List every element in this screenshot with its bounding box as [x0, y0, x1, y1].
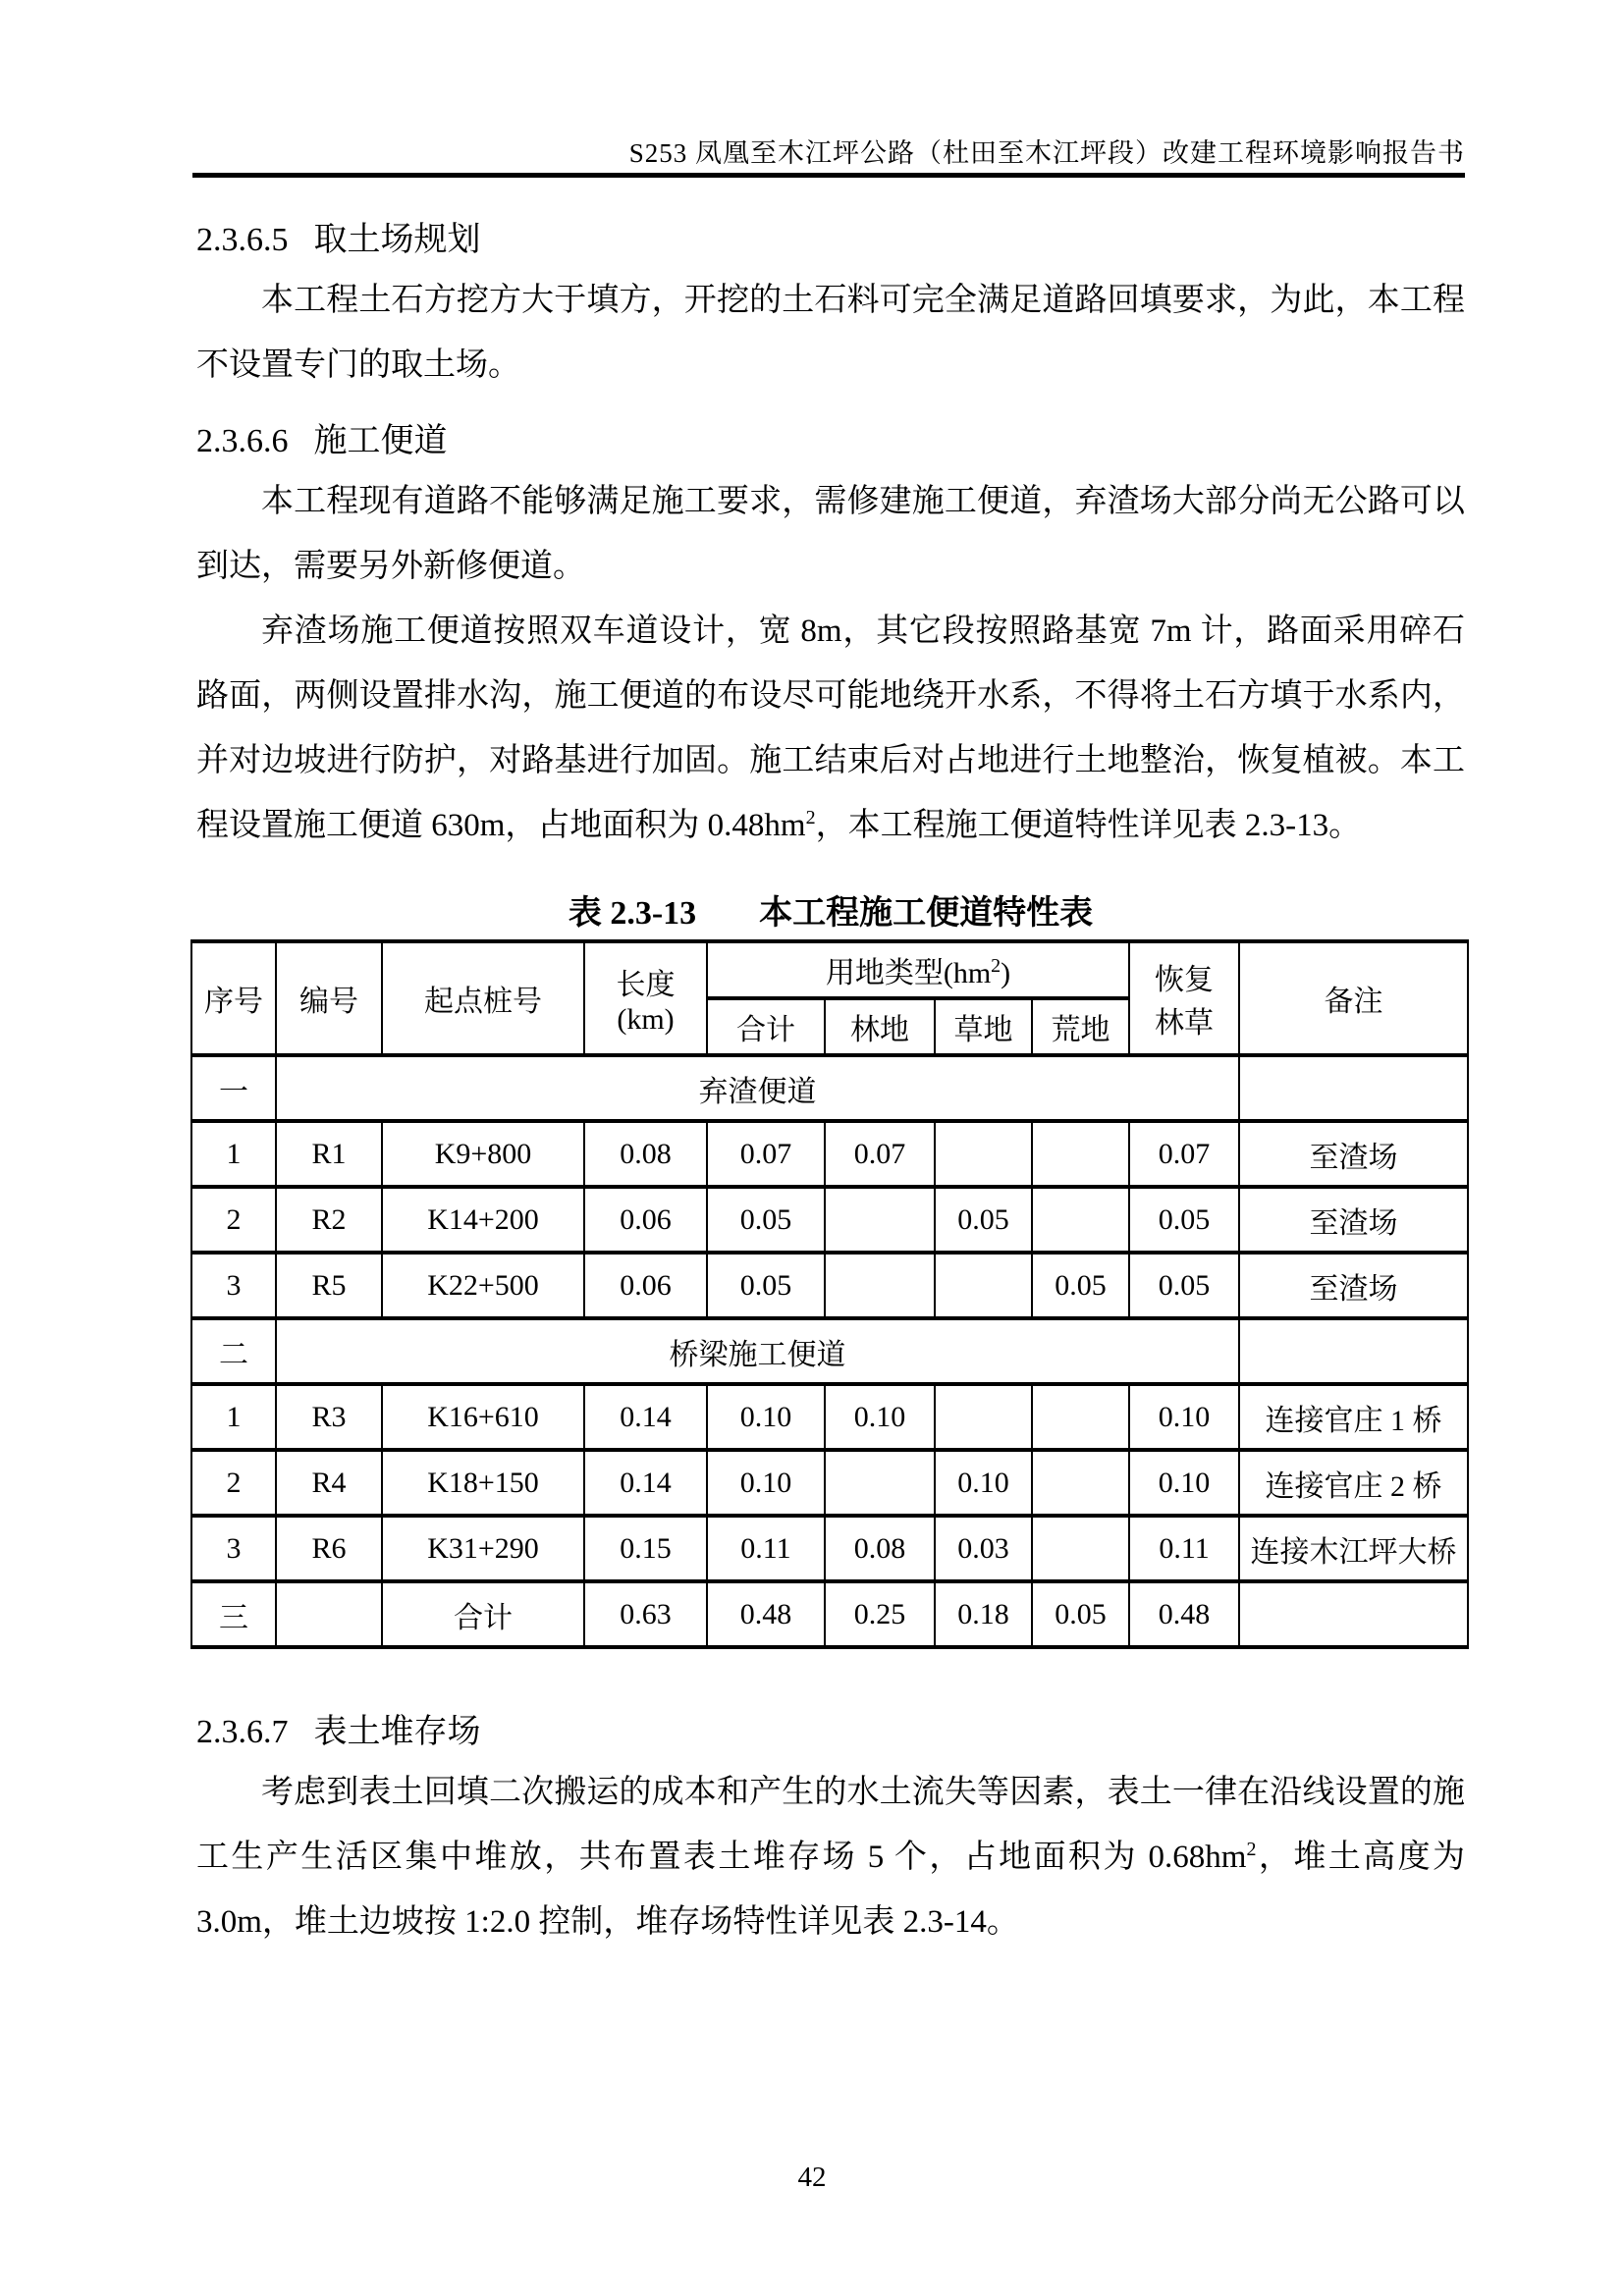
section-title: 施工便道	[313, 423, 448, 459]
table-cell: 0.10	[707, 1450, 825, 1516]
superscript-2: 2	[805, 807, 816, 828]
table-cell: 3	[191, 1516, 276, 1581]
section-title: 表土堆存场	[313, 1714, 481, 1750]
header-cell-seq: 序号	[191, 941, 276, 1055]
header-cell-forest: 林地	[825, 998, 935, 1055]
table-cell: 0.05	[1129, 1253, 1239, 1318]
table-cell: 0.03	[935, 1516, 1032, 1581]
table-cell	[825, 1187, 935, 1253]
landuse-close: )	[1001, 957, 1011, 989]
table-cell: 1	[191, 1121, 276, 1187]
table-cell: 二	[191, 1318, 276, 1384]
table-cell: R5	[276, 1253, 382, 1318]
header-cell-restore	[1129, 941, 1239, 1055]
paragraph-text: 考虑到表土回填二次搬运的成本和产生的水土流失等因素，表土一律在沿线设置的施工生产生活区集中堆放，共布置表土堆存场 5 个，占地面积为 0.68hm	[196, 1775, 1465, 1875]
table-cell: 0.05	[935, 1187, 1032, 1253]
header-cell-grass: 草地	[935, 998, 1032, 1055]
header-cell-barren: 荒地	[1032, 998, 1129, 1055]
table-cell: 0.11	[1129, 1516, 1239, 1581]
table-cell: 0.07	[1129, 1121, 1239, 1187]
section-number: 2.3.6.7	[196, 1714, 289, 1750]
table-caption-label: 表 2.3-13	[568, 895, 697, 932]
superscript-2: 2	[1246, 1839, 1257, 1860]
header-length-line2: (km)	[617, 1003, 675, 1036]
paragraph-text: ，堆土高度为 3.0m，堆土边坡按 1:2.0 控制，堆存场特性详见表 2.3-14。	[196, 1840, 1466, 1940]
section-heading-2-3-6-7	[196, 1704, 1465, 1752]
table-cell: 连接官庄 1 桥	[1239, 1384, 1468, 1450]
table-cell: 三	[191, 1581, 276, 1647]
table-cell: 连接木江坪大桥	[1239, 1516, 1468, 1581]
section-number: 2.3.6.6	[196, 423, 289, 459]
section-heading-2-3-6-6	[196, 413, 1465, 461]
table-cell: K9+800	[382, 1121, 584, 1187]
table-cell	[1239, 1581, 1468, 1647]
table-cell	[935, 1384, 1032, 1450]
table-cell: 1	[191, 1384, 276, 1450]
table-row	[191, 1121, 1468, 1187]
table-cell: 0.05	[1032, 1581, 1129, 1647]
table-cell: 3	[191, 1253, 276, 1318]
table-cell: 至渣场	[1239, 1121, 1468, 1187]
table-cell: 0.25	[825, 1581, 935, 1647]
table-row	[191, 1384, 1468, 1450]
header-restore-line2: 林草	[1155, 1007, 1215, 1040]
header-cell-id: 编号	[276, 941, 382, 1055]
table-cell: 0.10	[935, 1450, 1032, 1516]
table-cell: 合计	[382, 1581, 584, 1647]
table-cell: R6	[276, 1516, 382, 1581]
table-cell: 至渣场	[1239, 1187, 1468, 1253]
table-cell: K14+200	[382, 1187, 584, 1253]
table-cell: R3	[276, 1384, 382, 1450]
table-cell	[1239, 1318, 1468, 1384]
table-cell	[1032, 1384, 1129, 1450]
landuse-label: 用地类型(hm	[825, 957, 992, 989]
header-length-line1: 长度	[616, 969, 676, 1001]
running-header: S253 凤凰至木江坪公路（杜田至木江坪段）改建工程环境影响报告书	[628, 138, 1465, 168]
section-row-waste	[191, 1055, 1468, 1121]
table-cell: 0.18	[935, 1581, 1032, 1647]
table-cell: K18+150	[382, 1450, 584, 1516]
header-cell-length	[584, 941, 707, 1055]
table-cell: 0.05	[1032, 1253, 1129, 1318]
table-cell: K16+610	[382, 1384, 584, 1450]
table-cell: 0.63	[584, 1581, 707, 1647]
table-cell	[1032, 1450, 1129, 1516]
table-cell: 连接官庄 2 桥	[1239, 1450, 1468, 1516]
table-cell: 0.10	[1129, 1384, 1239, 1450]
table-cell	[825, 1450, 935, 1516]
table-cell: R2	[276, 1187, 382, 1253]
section-label: 桥梁施工便道	[276, 1318, 1239, 1384]
table-cell: 0.05	[707, 1187, 825, 1253]
table-cell: 0.10	[1129, 1450, 1239, 1516]
table-cell: 2	[191, 1450, 276, 1516]
construction-road-table	[190, 939, 1469, 1649]
main-content	[196, 196, 1465, 1954]
table-cell: 0.06	[584, 1253, 707, 1318]
superscript-2: 2	[991, 955, 1001, 977]
table-cell: 0.05	[1129, 1187, 1239, 1253]
table-header-row-1	[191, 941, 1468, 998]
table-cell: 0.48	[1129, 1581, 1239, 1647]
paragraph-access-road-design	[196, 599, 1465, 858]
table-cell: 0.11	[707, 1516, 825, 1581]
section-title: 取土场规划	[313, 222, 481, 258]
table-caption-title: 本工程施工便道特性表	[759, 895, 1094, 932]
section-label: 弃渣便道	[276, 1055, 1239, 1121]
table-cell	[935, 1253, 1032, 1318]
table-cell: 一	[191, 1055, 276, 1121]
table-row	[191, 1516, 1468, 1581]
table-cell	[1032, 1516, 1129, 1581]
table-cell: 0.06	[584, 1187, 707, 1253]
header-cell-landuse	[707, 941, 1129, 998]
header-cell-subtotal: 合计	[707, 998, 825, 1055]
header-cell-note: 备注	[1239, 941, 1468, 1055]
table-cell: 0.15	[584, 1516, 707, 1581]
section-heading-2-3-6-5	[196, 212, 1465, 260]
table-cell: 0.07	[707, 1121, 825, 1187]
table-row	[191, 1450, 1468, 1516]
section-number: 2.3.6.5	[196, 222, 289, 258]
paragraph-borrow-pit: 本工程土石方挖方大于填方，开挖的土石料可完全满足道路回填要求，为此，本工程不设置专门的取土场。	[196, 283, 1465, 383]
table-cell: 至渣场	[1239, 1253, 1468, 1318]
table-cell: 0.08	[825, 1516, 935, 1581]
table-cell: R4	[276, 1450, 382, 1516]
table-cell	[825, 1253, 935, 1318]
table-cell	[935, 1121, 1032, 1187]
total-row	[191, 1581, 1468, 1647]
table-cell: R1	[276, 1121, 382, 1187]
table-cell: 0.14	[584, 1450, 707, 1516]
table-row	[191, 1253, 1468, 1318]
paragraph-access-road-need: 本工程现有道路不能够满足施工要求，需修建施工便道，弃渣场大部分尚无公路可以到达，需要另外新修便道。	[196, 484, 1465, 584]
section-row-bridge	[191, 1318, 1468, 1384]
table-cell: 0.14	[584, 1384, 707, 1450]
paragraph-topsoil-storage	[196, 1760, 1465, 1954]
table-cell	[1032, 1121, 1129, 1187]
header-cell-stake: 起点桩号	[382, 941, 584, 1055]
table-cell: 0.10	[707, 1384, 825, 1450]
table-cell: 0.48	[707, 1581, 825, 1647]
table-cell	[1239, 1055, 1468, 1121]
header-restore-line1: 恢复	[1155, 964, 1215, 996]
paragraph-text: 弃渣场施工便道按照双车道设计，宽 8m，其它段按照路基宽 7m 计，路面采用碎石路面，两侧设置排水沟，施工便道的布设尽可能地绕开水系，不得将土石方填于水系内，并对边坡进行防护，对路基进行加固。施工结束后对占地进行土地整治，恢复植被。本工程设置施工便道 630m，占地面积为 0.48hm	[196, 614, 1465, 843]
page-number: 42	[797, 2162, 827, 2193]
header-rule	[192, 173, 1465, 178]
table-cell: 2	[191, 1187, 276, 1253]
table-caption	[196, 885, 1465, 934]
table-cell: K22+500	[382, 1253, 584, 1318]
table-cell: 0.10	[825, 1384, 935, 1450]
table-cell: K31+290	[382, 1516, 584, 1581]
table-cell	[276, 1581, 382, 1647]
table-cell: 0.05	[707, 1253, 825, 1318]
paragraph-text: ，本工程施工便道特性详见表 2.3-13。	[815, 808, 1362, 843]
table-cell: 0.07	[825, 1121, 935, 1187]
table-cell: 0.08	[584, 1121, 707, 1187]
table-row	[191, 1187, 1468, 1253]
table-cell	[1032, 1187, 1129, 1253]
